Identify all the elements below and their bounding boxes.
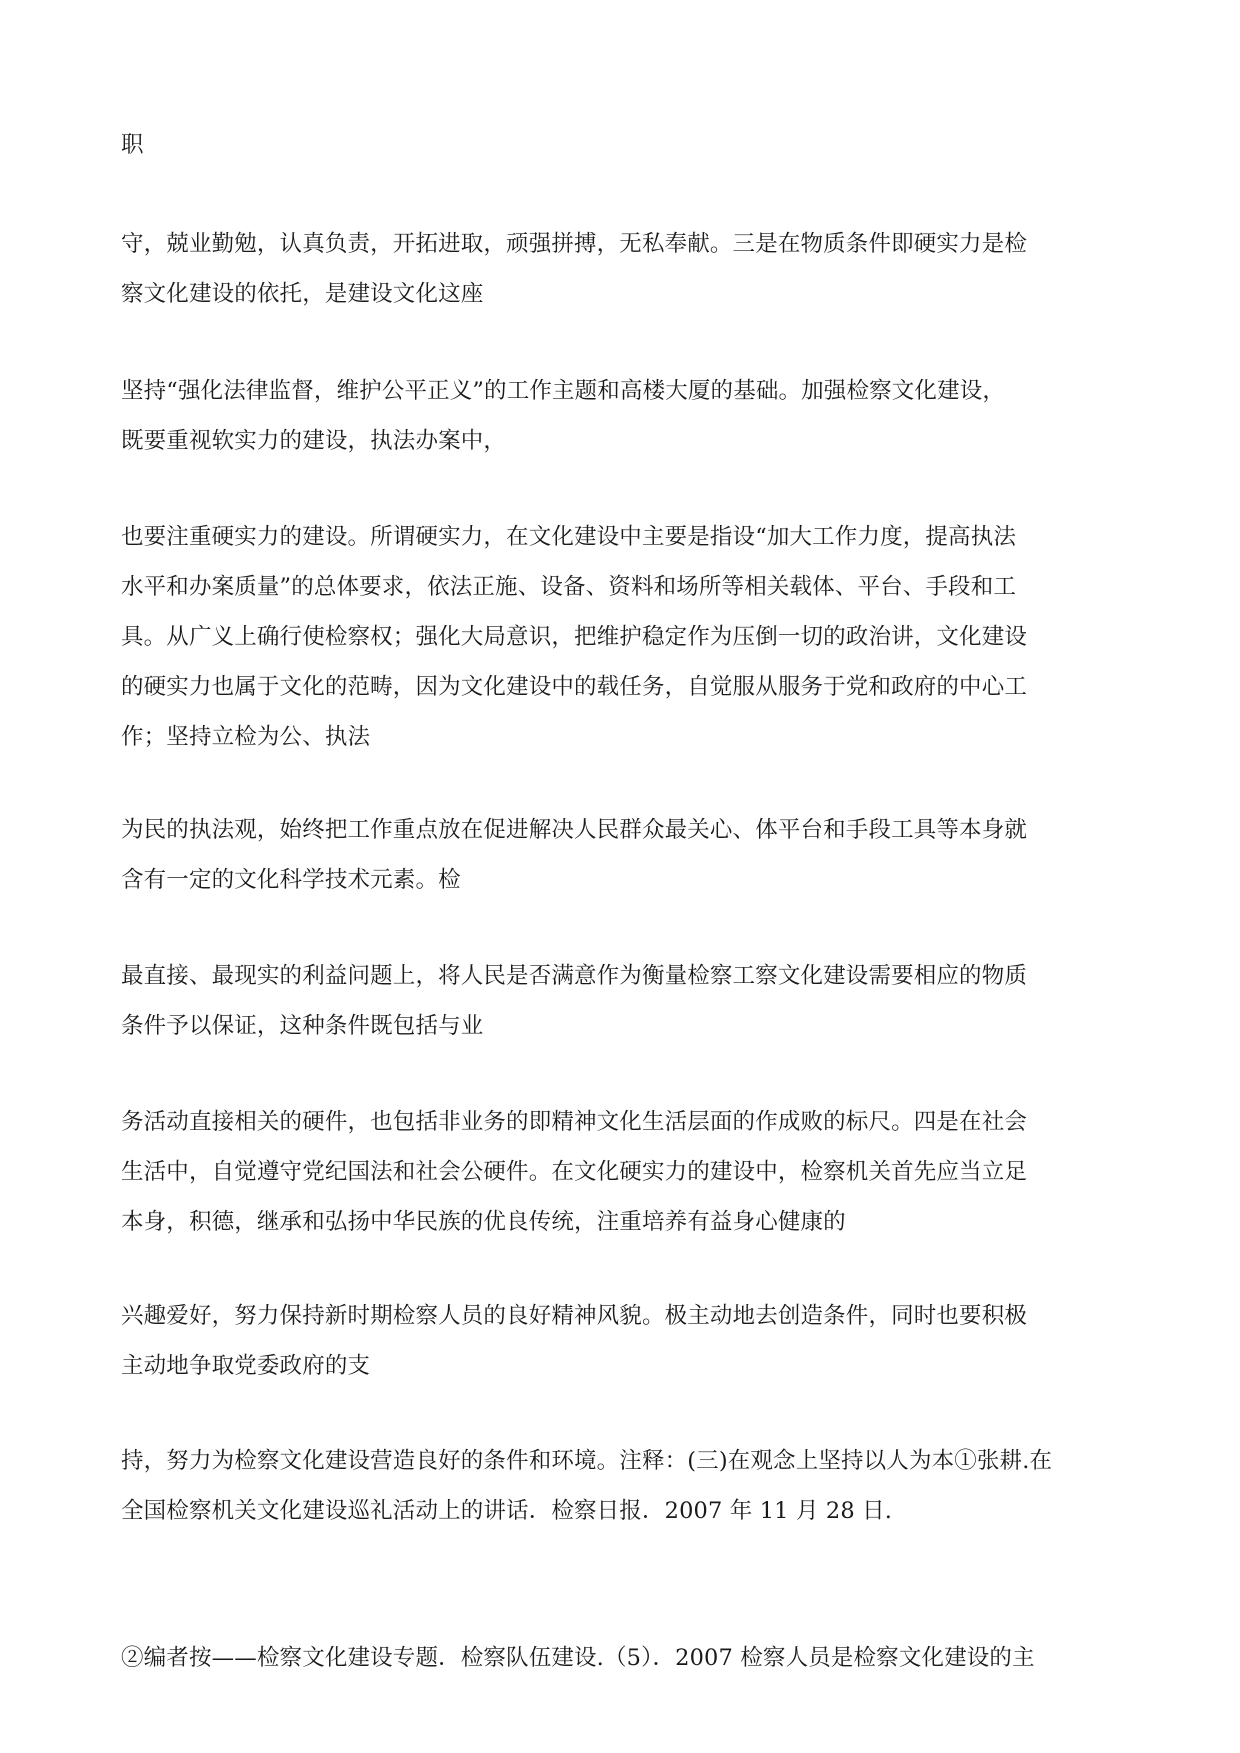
text-line: 的硬实力也属于文化的范畴，因为文化建设中的载任务，自觉服从服务于党和政府的中心工 [121,674,1028,700]
text-line: 全国检察机关文化建设巡礼活动上的讲话．检察日报．2007 年 11 月 28 日. [121,1498,893,1524]
text-line: 具。从广义上确行使检察权；强化大局意识，把维护稳定作为压倒一切的政治讲，文化建设 [121,624,1028,650]
text-line: 职 [121,132,144,158]
paragraph-7 [121,1097,1129,1247]
paragraph-9 [121,1436,1129,1536]
paragraph-10 [121,1633,1129,1683]
paragraph-3 [121,366,1129,466]
text-line: 含有一定的文化科学技术元素。检 [121,867,461,893]
paragraph-5 [121,805,1129,905]
text-line: 水平和办案质量”的总体要求，依法正施、设备、资料和场所等相关载体、平台、手段和工 [121,574,1017,600]
text-line: 守，兢业勤勉，认真负责，开拓进取，顽强拼搏，无私奉献。三是在物质条件即硬实力是检 [121,231,1028,257]
text-line: 条件予以保证，这种条件既包括与业 [121,1013,484,1039]
text-line: 作；坚持立检为公、执法 [121,724,371,750]
paragraph-4 [121,512,1129,762]
text-line: 持，努力为检察文化建设营造良好的条件和环境。注释：(三)在观念上坚持以人为本①张耕.在 [121,1448,1053,1474]
paragraph-1 [121,120,1129,170]
text-line: 也要注重硬实力的建设。所谓硬实力，在文化建设中主要是指设“加大工作力度，提高执法 [121,524,1017,550]
text-line: 兴趣爱好，努力保持新时期检察人员的良好精神风貌。极主动地去创造条件，同时也要积极 [121,1303,1028,1329]
text-line: 既要重视软实力的建设，执法办案中， [121,428,507,454]
text-line: 主动地争取党委政府的支 [121,1353,371,1379]
text-line: 本身，积德，继承和弘扬中华民族的优良传统，注重培养有益身心健康的 [121,1209,846,1235]
paragraph-2 [121,219,1129,319]
paragraph-8 [121,1291,1129,1391]
text-line: 最直接、最现实的利益问题上，将人民是否满意作为衡量检察工察文化建设需要相应的物质 [121,963,1028,989]
text-line: 坚持“强化法律监督，维护公平正义”的工作主题和高楼大厦的基础。加强检察文化建设， [121,378,1006,404]
text-line: 为民的执法观，始终把工作重点放在促进解决人民群众最关心、体平台和手段工具等本身就 [121,817,1028,843]
text-line: ②编者按——检察文化建设专题．检察队伍建设.（5）．2007 检察人员是检察文化建设的主 [121,1645,1035,1671]
text-line: 察文化建设的依托，是建设文化这座 [121,281,484,307]
text-line: 务活动直接相关的硬件，也包括非业务的即精神文化生活层面的作成败的标尺。四是在社会 [121,1109,1028,1135]
paragraph-6 [121,951,1129,1051]
text-line: 生活中，自觉遵守党纪国法和社会公硬件。在文化硬实力的建设中，检察机关首先应当立足 [121,1159,1028,1185]
